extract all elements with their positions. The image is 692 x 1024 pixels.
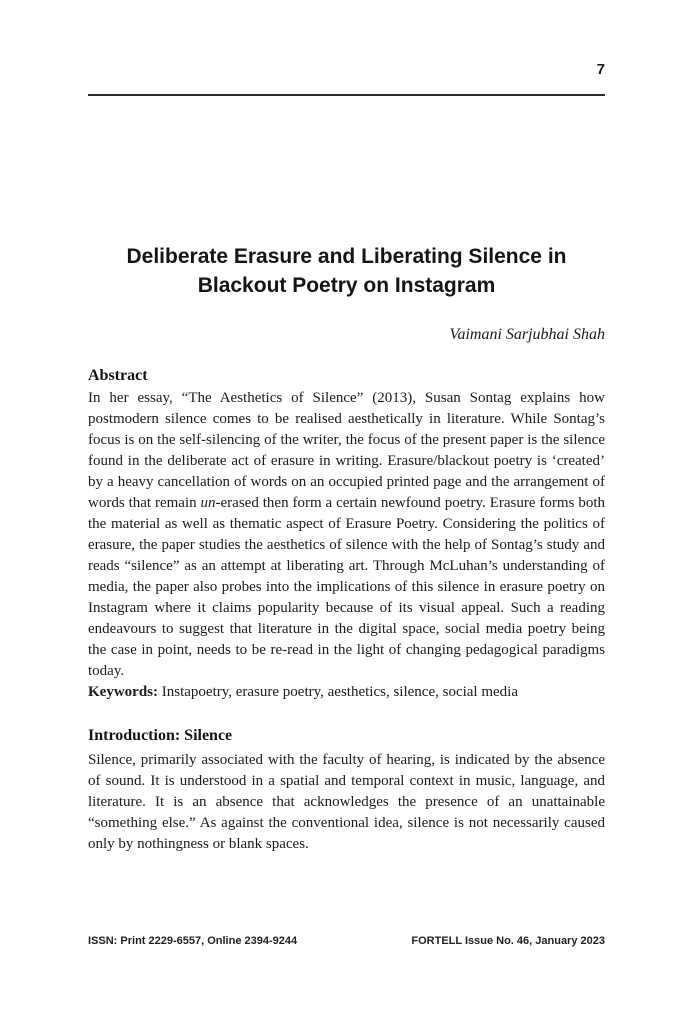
abstract-heading: Abstract xyxy=(88,367,148,384)
keywords-line xyxy=(88,682,605,703)
issn-text: ISSN: Print 2229-6557, Online 2394-9244 xyxy=(88,935,298,947)
page-footer xyxy=(88,934,605,948)
article-title xyxy=(88,242,605,300)
abstract-paragraph xyxy=(88,388,605,682)
introduction-paragraph: Silence, primarily associated with the faculty of hearing, is indicated by the absence of sound. It is understood in a spatial and temporal context in music, language, and literature. It is an absence that acknowledges the presence of an unattainable “something else.” As against the conventional idea, silence is not necessarily caused only by nothingness or blank spaces. xyxy=(88,752,605,852)
article-title-line-1: Deliberate Erasure and Liberating Silence in xyxy=(126,245,567,268)
abstract-italic-fragment: un xyxy=(200,495,216,511)
header-rule xyxy=(88,94,605,96)
keywords-text: Instapoetry, erasure poetry, aesthetics, silence, social media xyxy=(158,684,518,700)
introduction-heading: Introduction: Silence xyxy=(88,727,233,744)
author-name: Vaimani Sarjubhai Shah xyxy=(449,326,605,343)
page-header xyxy=(88,60,605,96)
article-title-line-2: Blackout Poetry on Instagram xyxy=(197,274,496,297)
article-body xyxy=(88,242,605,855)
abstract-text-after-italic: -erased then form a certain newfound poetry. Erasure forms both the material as well as thematic aspect of Erasure Poetry. Considering the politics of erasure, the paper studies the aesthetics of silence with the help of Sontag’s study and reads “silence” as an attempt at liberating art. Through McLuhan’s understanding of media, the paper also probes into the implications of this silence in erasure poetry on Instagram where it claims popularity because of its visual appeal. Such a reading endeavours to suggest that literature in the digital space, social media poetry being the case in point, needs to be re-read in the light of changing pedagogical paradigms today. xyxy=(88,495,605,679)
journal-issue-text: FORTELL Issue No. 46, January 2023 xyxy=(411,935,605,947)
page-number: 7 xyxy=(596,61,605,78)
keywords-label: Keywords: xyxy=(88,684,158,700)
abstract-text-before-italic: In her essay, “The Aesthetics of Silence” (2013), Susan Sontag explains how postmodern silence comes to be realised aesthetically in literature. While Sontag’s focus is on the self-silencing of the writer, the focus of the present paper is the silence found in the deliberate act of erasure in writing. Erasure/blackout poetry is ‘created’ by a heavy cancellation of words on an occupied printed page and the arrangement of words that remain xyxy=(88,390,605,511)
